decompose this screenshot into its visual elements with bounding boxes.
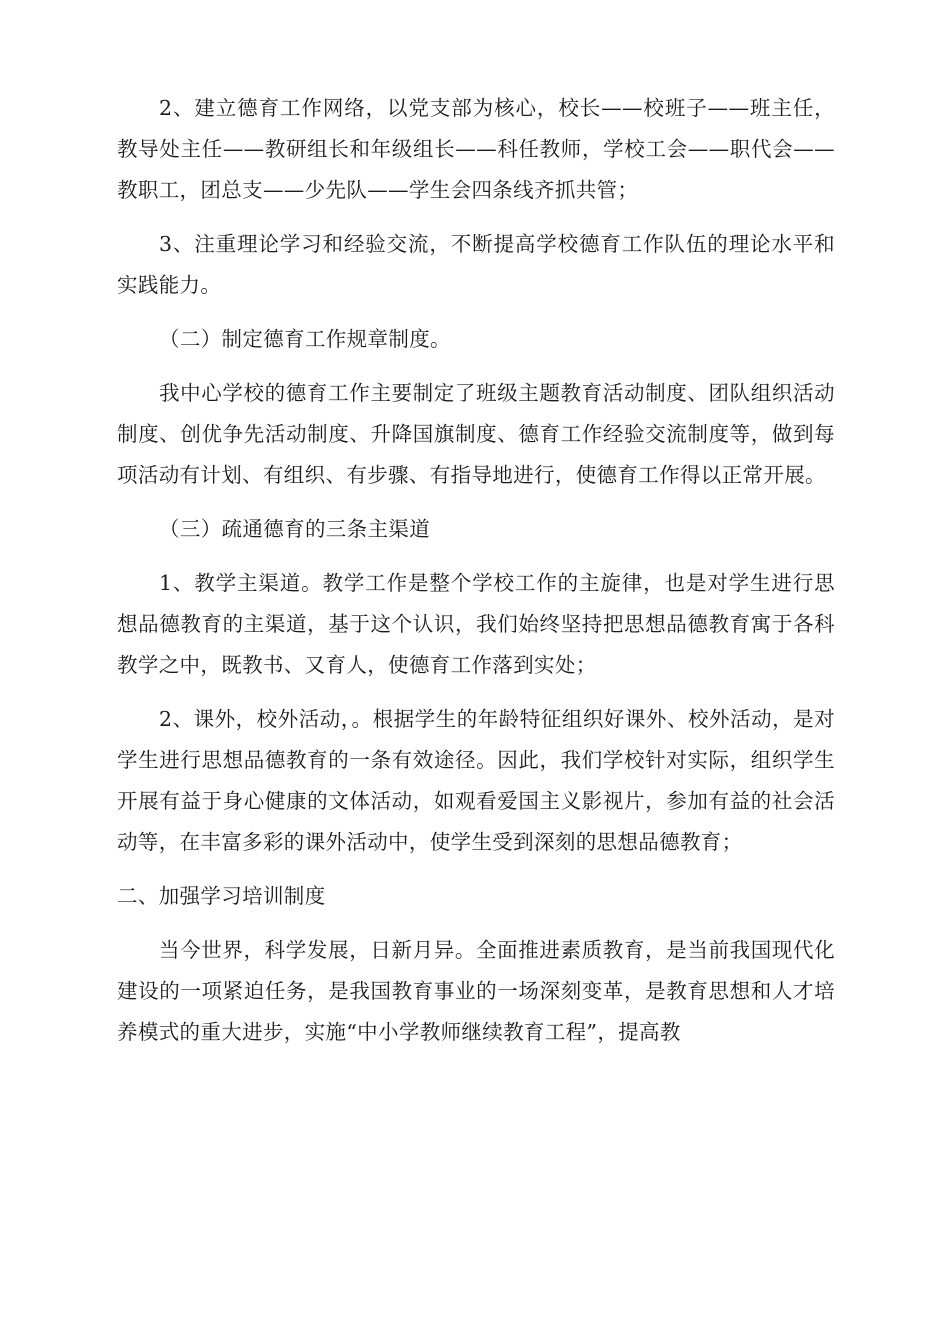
paragraph-moral-network: 2、建立德育工作网络，以党支部为核心，校长——校班子——班主任，教导处主任——教研组长和年级组长——科任教师，学校工会——职代会——教职工，团总支——少先队——学生会四条线齐抓共管； — [117, 96, 835, 202]
document-body — [117, 88, 835, 1053]
paragraph-extracurricular: 2、课外，校外活动，。根据学生的年龄特征组织好课外、校外活动，是对学生进行思想品德教育的一条有效途径。因此，我们学校针对实际，组织学生开展有益于身心健康的文体活动，如观看爱国主义影视片，参加有益的社会活动等，在丰富多彩的课外活动中，使学生受到深刻的思想品德教育； — [117, 707, 835, 854]
paragraph-teaching-channel: 1、教学主渠道。教学工作是整个学校工作的主旋律，也是对学生进行思想品德教育的主渠道，基于这个认识，我们始终坚持把思想品德教育寓于各科教学之中，既教书、又育人，使德育工作落到实处； — [117, 571, 835, 677]
subheading-channels: （三）疏通德育的三条主渠道 — [159, 517, 431, 541]
section-heading-training: 二、加强学习培训制度 — [117, 884, 326, 908]
subheading-rules: （二）制定德育工作规章制度。 — [159, 327, 451, 351]
paragraph-theory-study: 3、注重理论学习和经验交流，不断提高学校德育工作队伍的理论水平和实践能力。 — [117, 232, 835, 297]
paragraph-training: 当今世界，科学发展，日新月异。全面推进素质教育，是当前我国现代化建设的一项紧迫任务，是我国教育事业的一场深刻变革，是教育思想和人才培养模式的重大进步，实施“中小学教师继续教育工程”，提高教 — [117, 938, 835, 1044]
paragraph-rules: 我中心学校的德育工作主要制定了班级主题教育活动制度、团队组织活动制度、创优争先活动制度、升降国旗制度、德育工作经验交流制度等，做到每项活动有计划、有组织、有步骤、有指导地进行，使德育工作得以正常开展。 — [117, 381, 835, 487]
